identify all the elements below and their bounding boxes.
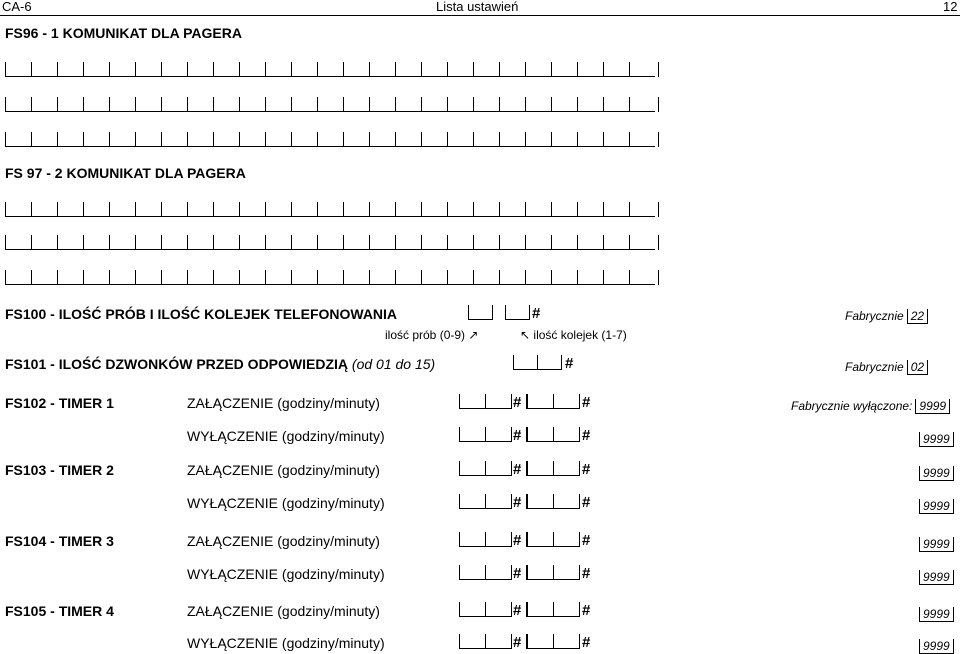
char-cell[interactable] — [551, 202, 577, 217]
char-cell[interactable] — [239, 132, 265, 147]
timer-factory-off: 9999 — [916, 570, 954, 584]
char-cell[interactable] — [265, 132, 291, 147]
char-cell[interactable] — [31, 202, 57, 217]
char-cell[interactable] — [213, 132, 239, 147]
timer-hour-digit-2[interactable] — [485, 532, 511, 547]
doc-code: CA-6 — [2, 0, 32, 14]
timer-hash: # — [582, 634, 591, 651]
fs101-hash: # — [565, 355, 574, 372]
fs100-hash: # — [532, 305, 541, 322]
char-cell[interactable] — [83, 62, 109, 77]
char-cell[interactable] — [161, 235, 187, 250]
char-cell[interactable] — [265, 202, 291, 217]
char-cell[interactable] — [83, 270, 109, 285]
char-cell[interactable] — [187, 97, 213, 112]
fs96-row-1[interactable] — [5, 62, 659, 77]
char-cell[interactable] — [31, 132, 57, 147]
char-cell[interactable] — [499, 202, 525, 217]
char-cell[interactable] — [629, 270, 655, 285]
fs100-title: FS100 - ILOŚĆ PRÓB I ILOŚĆ KOLEJEK TELEFONOWANIA — [5, 306, 398, 322]
char-cell[interactable] — [135, 270, 161, 285]
char-cell[interactable] — [187, 202, 213, 217]
char-cell[interactable] — [57, 132, 83, 147]
char-cell[interactable] — [31, 62, 57, 77]
timer-hour-digit-1[interactable] — [459, 427, 485, 442]
char-cell[interactable] — [369, 202, 395, 217]
char-cell[interactable] — [317, 235, 343, 250]
fs100-sub-queues: ↖ ilość kolejek (1-7) — [520, 328, 627, 342]
char-cell[interactable] — [577, 235, 603, 250]
char-cell[interactable] — [5, 62, 31, 77]
char-cell[interactable] — [395, 270, 421, 285]
char-cell[interactable] — [343, 132, 369, 147]
timer-hour-digit-2[interactable] — [485, 565, 511, 580]
timer-hash: # — [513, 427, 522, 444]
timer-minute-digit-2[interactable] — [553, 532, 579, 547]
fs101-box-1[interactable] — [513, 355, 537, 370]
char-cell[interactable] — [213, 97, 239, 112]
char-cell[interactable] — [213, 202, 239, 217]
timer-minute-digit-1[interactable] — [527, 532, 553, 547]
char-cell[interactable] — [57, 235, 83, 250]
char-cell[interactable] — [187, 235, 213, 250]
timer-hour-digit-1[interactable] — [459, 461, 485, 476]
char-cell[interactable] — [109, 202, 135, 217]
char-cell[interactable] — [291, 202, 317, 217]
char-cell[interactable] — [239, 97, 265, 112]
char-cell[interactable] — [369, 97, 395, 112]
char-cell[interactable] — [499, 97, 525, 112]
timer-minute-digit-2[interactable] — [553, 494, 579, 509]
char-cell[interactable] — [109, 132, 135, 147]
char-cell[interactable] — [31, 235, 57, 250]
char-cell[interactable] — [447, 202, 473, 217]
timer-minute-digit-2[interactable] — [553, 394, 579, 409]
char-cell[interactable] — [343, 270, 369, 285]
timer-minute-digit-1[interactable] — [527, 565, 553, 580]
timer-hour-digit-2[interactable] — [485, 602, 511, 617]
timer-hash: # — [582, 602, 591, 619]
char-cell[interactable] — [369, 62, 395, 77]
timer-minute-digit-1[interactable] — [527, 461, 553, 476]
char-cell[interactable] — [551, 132, 577, 147]
char-cell[interactable] — [31, 270, 57, 285]
char-cell[interactable] — [317, 270, 343, 285]
timer-hash: # — [582, 427, 591, 444]
char-cell[interactable] — [5, 132, 31, 147]
char-cell[interactable] — [135, 62, 161, 77]
timer-hour-digit-1[interactable] — [459, 532, 485, 547]
timer-minute-digit-2[interactable] — [553, 427, 579, 442]
timer-minute-digit-2[interactable] — [553, 461, 579, 476]
char-cell[interactable] — [291, 132, 317, 147]
char-cell[interactable] — [421, 62, 447, 77]
fs100-factory: Fabrycznie 22 — [845, 309, 928, 323]
timer-hash: # — [582, 532, 591, 549]
timer-hash: # — [513, 602, 522, 619]
char-cell[interactable] — [395, 132, 421, 147]
timer-hash: # — [513, 461, 522, 478]
char-cell[interactable] — [525, 97, 551, 112]
fs100-sub-tries: ilość prób (0-9) ↗ — [385, 328, 479, 342]
timer-hour-digit-1[interactable] — [459, 634, 485, 649]
fs100-tries-box[interactable] — [468, 305, 492, 320]
char-cell[interactable] — [291, 270, 317, 285]
char-cell[interactable] — [83, 97, 109, 112]
timer-on-label: ZAŁĄCZENIE (godziny/minuty) — [187, 395, 380, 411]
timer-off-label: WYŁĄCZENIE (godziny/minuty) — [187, 635, 385, 651]
char-cell[interactable] — [629, 97, 655, 112]
fs96-title: FS96 - 1 KOMUNIKAT DLA PAGERA — [5, 25, 242, 41]
char-cell[interactable] — [525, 62, 551, 77]
timer-title: FS103 - TIMER 2 — [5, 462, 114, 478]
timer-minute-digit-1[interactable] — [527, 494, 553, 509]
timer-title: FS102 - TIMER 1 — [5, 395, 114, 411]
char-cell[interactable] — [447, 132, 473, 147]
char-cell[interactable] — [239, 202, 265, 217]
arrow-up-left-icon: ↖ — [520, 328, 531, 342]
char-cell[interactable] — [343, 97, 369, 112]
char-cell[interactable] — [603, 132, 629, 147]
char-cell[interactable] — [629, 132, 655, 147]
char-cell[interactable] — [317, 132, 343, 147]
timer-hour-digit-1[interactable] — [459, 602, 485, 617]
timer-on-label: ZAŁĄCZENIE (godziny/minuty) — [187, 462, 380, 478]
timer-minute-digit-2[interactable] — [553, 602, 579, 617]
char-cell[interactable] — [317, 62, 343, 77]
char-cell[interactable] — [577, 132, 603, 147]
char-cell[interactable] — [57, 270, 83, 285]
char-cell[interactable] — [551, 97, 577, 112]
timer-off-label: WYŁĄCZENIE (godziny/minuty) — [187, 566, 385, 582]
timer-hash: # — [513, 532, 522, 549]
char-cell[interactable] — [343, 235, 369, 250]
char-cell[interactable] — [161, 270, 187, 285]
timer-off-label: WYŁĄCZENIE (godziny/minuty) — [187, 495, 385, 511]
char-cell[interactable] — [213, 62, 239, 77]
char-cell[interactable] — [317, 202, 343, 217]
char-cell[interactable] — [577, 97, 603, 112]
char-cell[interactable] — [57, 202, 83, 217]
char-cell[interactable] — [187, 62, 213, 77]
char-cell[interactable] — [421, 235, 447, 250]
fs96-row-3[interactable] — [5, 132, 659, 147]
fs101-title-line: FS101 - ILOŚĆ DZWONKÓW PRZED ODPOWIEDZIĄ (od 01 do 15) — [5, 356, 436, 372]
arrow-up-right-icon: ↗ — [468, 328, 479, 342]
timer-factory-on: Fabrycznie wyłączone: 9999 — [791, 399, 950, 413]
char-cell[interactable] — [109, 62, 135, 77]
char-cell[interactable] — [629, 62, 655, 77]
char-cell[interactable] — [421, 270, 447, 285]
char-cell[interactable] — [265, 270, 291, 285]
char-cell[interactable] — [213, 270, 239, 285]
timer-hour-digit-2[interactable] — [485, 394, 511, 409]
char-cell[interactable] — [265, 235, 291, 250]
char-cell[interactable] — [161, 62, 187, 77]
char-cell[interactable] — [291, 97, 317, 112]
char-cell[interactable] — [161, 132, 187, 147]
char-cell[interactable] — [31, 97, 57, 112]
char-cell[interactable] — [239, 235, 265, 250]
char-cell[interactable] — [213, 235, 239, 250]
char-cell[interactable] — [161, 97, 187, 112]
timer-hour-digit-2[interactable] — [485, 634, 511, 649]
timer-hour-digit-2[interactable] — [485, 427, 511, 442]
timer-factory-off: 9999 — [916, 639, 954, 653]
char-cell[interactable] — [603, 202, 629, 217]
char-cell[interactable] — [525, 202, 551, 217]
char-cell[interactable] — [369, 132, 395, 147]
char-cell[interactable] — [5, 235, 31, 250]
char-cell[interactable] — [109, 97, 135, 112]
char-cell[interactable] — [83, 132, 109, 147]
char-cell[interactable] — [395, 97, 421, 112]
timer-hash: # — [582, 494, 591, 511]
char-cell[interactable] — [525, 270, 551, 285]
char-cell[interactable] — [57, 62, 83, 77]
fs97-row-2[interactable] — [5, 235, 659, 250]
timer-factory-on: 9999 — [916, 607, 954, 621]
char-cell[interactable] — [109, 235, 135, 250]
timer-hour-digit-1[interactable] — [459, 565, 485, 580]
char-cell[interactable] — [499, 62, 525, 77]
char-cell[interactable] — [629, 235, 655, 250]
char-cell[interactable] — [395, 62, 421, 77]
char-cell[interactable] — [447, 235, 473, 250]
char-cell[interactable] — [499, 235, 525, 250]
char-cell[interactable] — [317, 97, 343, 112]
char-cell[interactable] — [369, 235, 395, 250]
char-cell[interactable] — [473, 62, 499, 77]
char-cell[interactable] — [5, 97, 31, 112]
char-cell[interactable] — [187, 132, 213, 147]
char-cell[interactable] — [135, 235, 161, 250]
char-cell[interactable] — [447, 97, 473, 112]
char-cell[interactable] — [577, 270, 603, 285]
char-cell[interactable] — [447, 270, 473, 285]
char-cell[interactable] — [473, 202, 499, 217]
timer-off-label: WYŁĄCZENIE (godziny/minuty) — [187, 428, 385, 444]
char-cell[interactable] — [343, 202, 369, 217]
timer-hash: # — [513, 634, 522, 651]
page-header-title: Lista ustawień — [436, 0, 519, 14]
fs97-row-1[interactable] — [5, 202, 659, 217]
timer-hash: # — [513, 494, 522, 511]
timer-hash: # — [582, 565, 591, 582]
char-cell[interactable] — [395, 235, 421, 250]
char-cell[interactable] — [447, 62, 473, 77]
char-cell[interactable] — [135, 202, 161, 217]
char-cell[interactable] — [369, 270, 395, 285]
char-cell[interactable] — [499, 270, 525, 285]
char-cell[interactable] — [473, 270, 499, 285]
timer-factory-off: 9999 — [916, 432, 954, 446]
char-cell[interactable] — [577, 62, 603, 77]
char-cell[interactable] — [109, 270, 135, 285]
char-cell[interactable] — [551, 62, 577, 77]
timer-minute-digit-2[interactable] — [553, 634, 579, 649]
timer-hour-digit-2[interactable] — [485, 494, 511, 509]
char-cell[interactable] — [5, 270, 31, 285]
char-cell[interactable] — [603, 235, 629, 250]
char-cell[interactable] — [421, 132, 447, 147]
char-cell[interactable] — [265, 97, 291, 112]
char-cell[interactable] — [83, 235, 109, 250]
char-cell[interactable] — [421, 202, 447, 217]
char-cell[interactable] — [291, 235, 317, 250]
char-cell[interactable] — [603, 270, 629, 285]
char-cell[interactable] — [525, 132, 551, 147]
timer-hour-digit-1[interactable] — [459, 394, 485, 409]
char-cell[interactable] — [473, 132, 499, 147]
char-cell[interactable] — [239, 62, 265, 77]
char-cell[interactable] — [421, 97, 447, 112]
fs101-box-2[interactable] — [537, 355, 561, 370]
char-cell[interactable] — [265, 62, 291, 77]
char-cell[interactable] — [57, 97, 83, 112]
char-cell[interactable] — [473, 235, 499, 250]
timer-title: FS105 - TIMER 4 — [5, 603, 114, 619]
char-cell[interactable] — [603, 97, 629, 112]
char-cell[interactable] — [629, 202, 655, 217]
char-cell[interactable] — [551, 235, 577, 250]
char-cell[interactable] — [473, 97, 499, 112]
char-cell[interactable] — [135, 132, 161, 147]
char-cell[interactable] — [161, 202, 187, 217]
char-cell[interactable] — [343, 62, 369, 77]
timer-minute-digit-1[interactable] — [527, 394, 553, 409]
timer-minute-digit-1[interactable] — [527, 427, 553, 442]
timer-title: FS104 - TIMER 3 — [5, 533, 114, 549]
char-cell[interactable] — [291, 62, 317, 77]
timer-hour-digit-2[interactable] — [485, 461, 511, 476]
timer-hour-digit-1[interactable] — [459, 494, 485, 509]
timer-minute-digit-1[interactable] — [527, 634, 553, 649]
timer-minute-digit-2[interactable] — [553, 565, 579, 580]
timer-on-label: ZAŁĄCZENIE (godziny/minuty) — [187, 533, 380, 549]
char-cell[interactable] — [239, 270, 265, 285]
page-number: 12 — [943, 0, 958, 14]
char-cell[interactable] — [551, 270, 577, 285]
char-cell[interactable] — [603, 62, 629, 77]
char-cell[interactable] — [577, 202, 603, 217]
char-cell[interactable] — [5, 202, 31, 217]
fs100-queues-box[interactable] — [505, 305, 529, 320]
char-cell[interactable] — [187, 270, 213, 285]
timer-hash: # — [582, 461, 591, 478]
char-cell[interactable] — [83, 202, 109, 217]
timer-on-label: ZAŁĄCZENIE (godziny/minuty) — [187, 603, 380, 619]
timer-hash: # — [513, 394, 522, 411]
fs96-row-2[interactable] — [5, 97, 659, 112]
fs101-factory: Fabrycznie 02 — [845, 360, 928, 374]
header-divider — [0, 15, 960, 16]
char-cell[interactable] — [525, 235, 551, 250]
char-cell[interactable] — [395, 202, 421, 217]
char-cell[interactable] — [135, 97, 161, 112]
fs97-row-3[interactable] — [5, 270, 659, 285]
timer-minute-digit-1[interactable] — [527, 602, 553, 617]
timer-factory-on: 9999 — [916, 537, 954, 551]
char-cell[interactable] — [499, 132, 525, 147]
timer-factory-off: 9999 — [916, 499, 954, 513]
fs97-title: FS 97 - 2 KOMUNIKAT DLA PAGERA — [5, 165, 246, 181]
timer-hash: # — [513, 565, 522, 582]
timer-factory-on: 9999 — [916, 466, 954, 480]
timer-hash: # — [582, 394, 591, 411]
